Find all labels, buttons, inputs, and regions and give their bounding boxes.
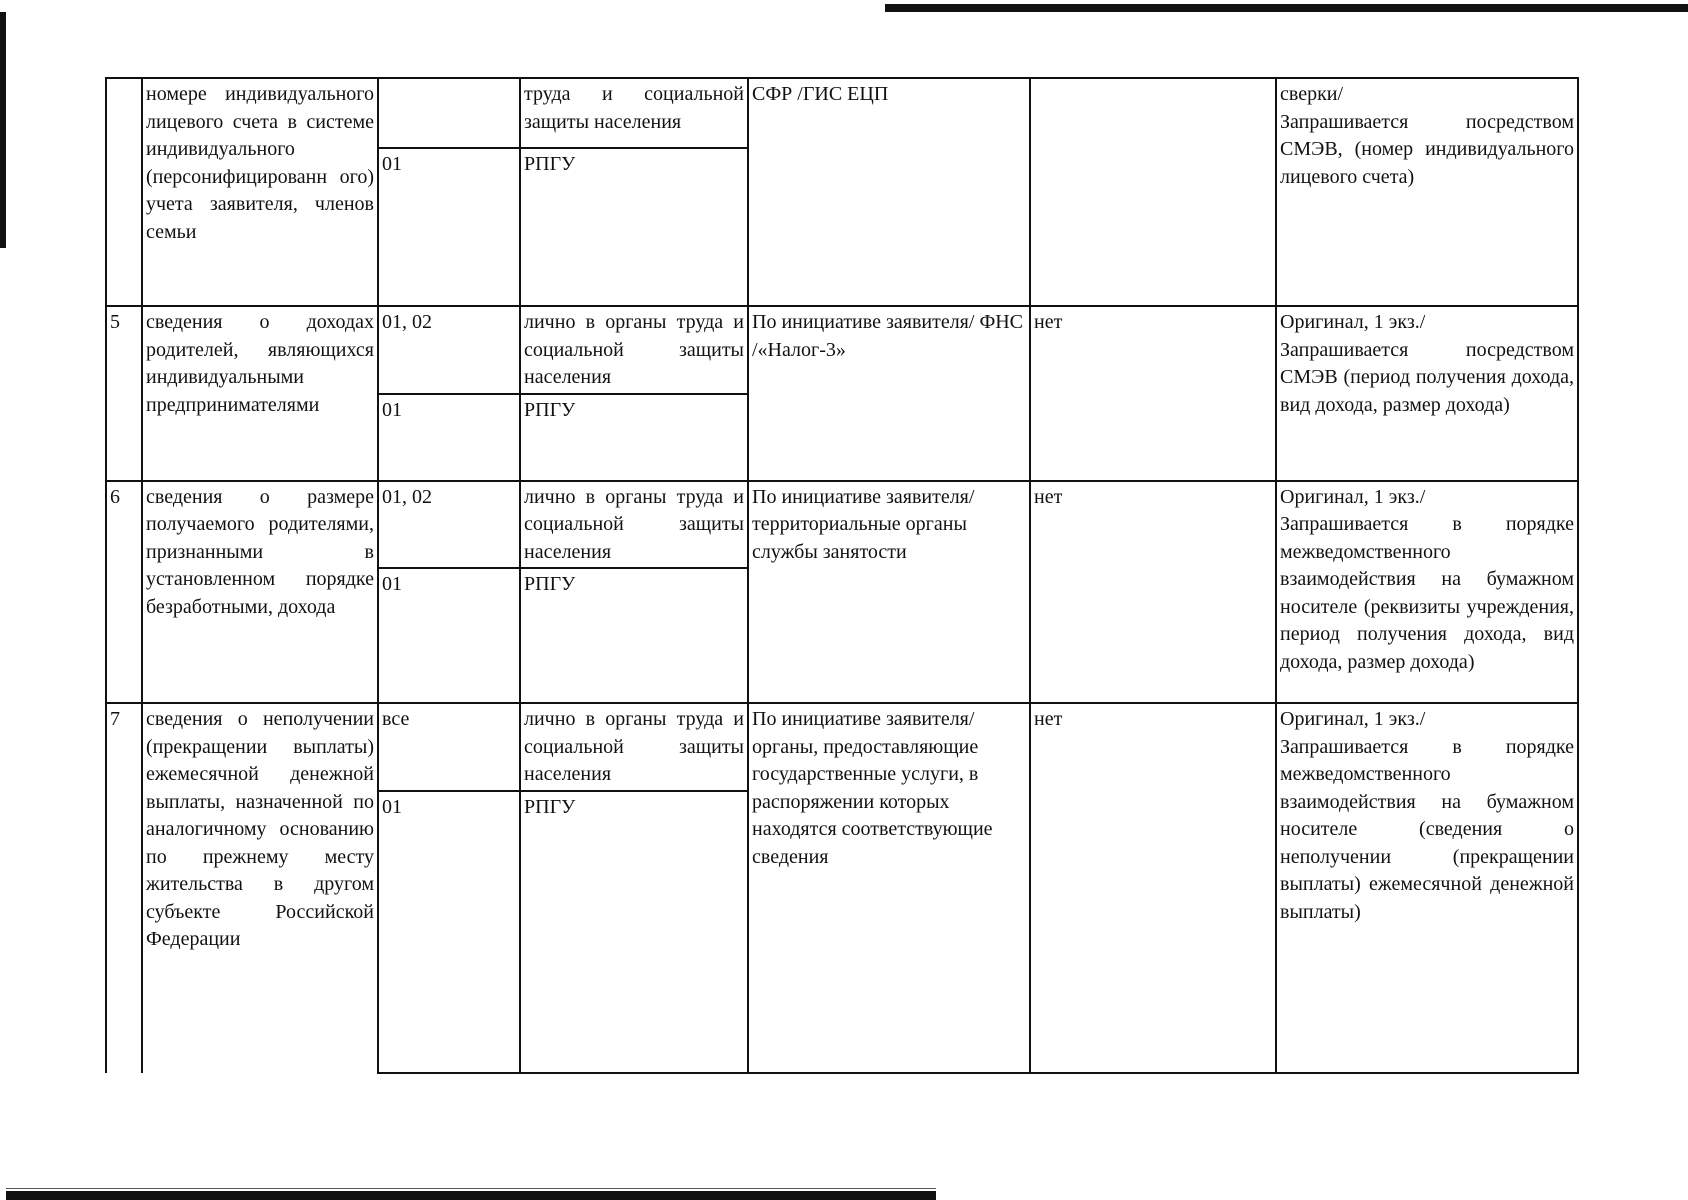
document-form: сверки/ Запрашивается посредством СМЭВ, (номер индивидуального лицевого счета) (1276, 78, 1578, 306)
applicant-category: 01, 02 (378, 481, 520, 569)
info-source: По инициативе заявителя/ ФНС /«Налог-3» (748, 306, 1030, 481)
applicant-category: 01 (378, 148, 520, 306)
document-table-frame (105, 77, 1580, 1077)
fee-flag: нет (1030, 703, 1276, 1073)
submission-method: РПГУ (520, 148, 748, 306)
table-row (106, 78, 1578, 148)
applicant-category: 01 (378, 791, 520, 1073)
fee-flag (1030, 78, 1276, 306)
applicant-category: 01 (378, 394, 520, 481)
submission-method: лично в органы труда и социальной защиты населения (520, 703, 748, 791)
documents-table (105, 77, 1579, 1074)
table-row (106, 306, 1578, 394)
document-name: сведения о доходах родителей, являющихся индивидуальными предпринимателями (142, 306, 378, 481)
applicant-category: все (378, 703, 520, 791)
submission-method: лично в органы труда и социальной защиты населения (520, 481, 748, 569)
scan-edge-bottom (6, 1191, 936, 1200)
info-source: По инициативе заявителя/ территориальные органы службы занятости (748, 481, 1030, 704)
document-name: номере индивидуального лицевого счета в системе индивидуального (персонифицированн ого) учета заявителя, членов семьи (142, 78, 378, 306)
submission-method: труда и социальной защиты населения (520, 78, 748, 148)
fee-flag: нет (1030, 481, 1276, 704)
scan-edge-top (885, 4, 1688, 12)
row-number: 5 (106, 306, 142, 481)
row-number (106, 78, 142, 306)
document-form: Оригинал, 1 экз./ Запрашивается посредством СМЭВ (период получения дохода, вид дохода, размер дохода) (1276, 306, 1578, 481)
submission-method: РПГУ (520, 791, 748, 1073)
applicant-category (378, 78, 520, 148)
submission-method: лично в органы труда и социальной защиты населения (520, 306, 748, 394)
document-form: Оригинал, 1 экз./ Запрашивается в порядке межведомственного взаимодействия на бумажном носителе (реквизиты учреждения, период получения дохода, вид дохода, размер дохода) (1276, 481, 1578, 704)
document-name: сведения о неполучении (прекращении выплаты) ежемесячной денежной выплаты, назначенной по аналогичному основанию по прежнему месту жительства в другом субъекте Российской Федерации (142, 703, 378, 1073)
scan-edge-left (0, 12, 6, 248)
document-name: сведения о размере получаемого родителями, признанными в установленном порядке безработными, дохода (142, 481, 378, 704)
table-row (106, 481, 1578, 569)
applicant-category: 01, 02 (378, 306, 520, 394)
row-number: 6 (106, 481, 142, 704)
submission-method: РПГУ (520, 568, 748, 703)
applicant-category: 01 (378, 568, 520, 703)
submission-method: РПГУ (520, 394, 748, 481)
info-source: По инициативе заявителя/ органы, предоставляющие государственные услуги, в распоряжении которых находятся соответствующие сведения (748, 703, 1030, 1073)
row-number: 7 (106, 703, 142, 1073)
table-row (106, 703, 1578, 791)
info-source: СФР /ГИС ЕЦП (748, 78, 1030, 306)
fee-flag: нет (1030, 306, 1276, 481)
document-form: Оригинал, 1 экз./ Запрашивается в порядке межведомственного взаимодействия на бумажном носителе (сведения о неполучении (прекращении выплаты) ежемесячной денежной выплаты) (1276, 703, 1578, 1073)
